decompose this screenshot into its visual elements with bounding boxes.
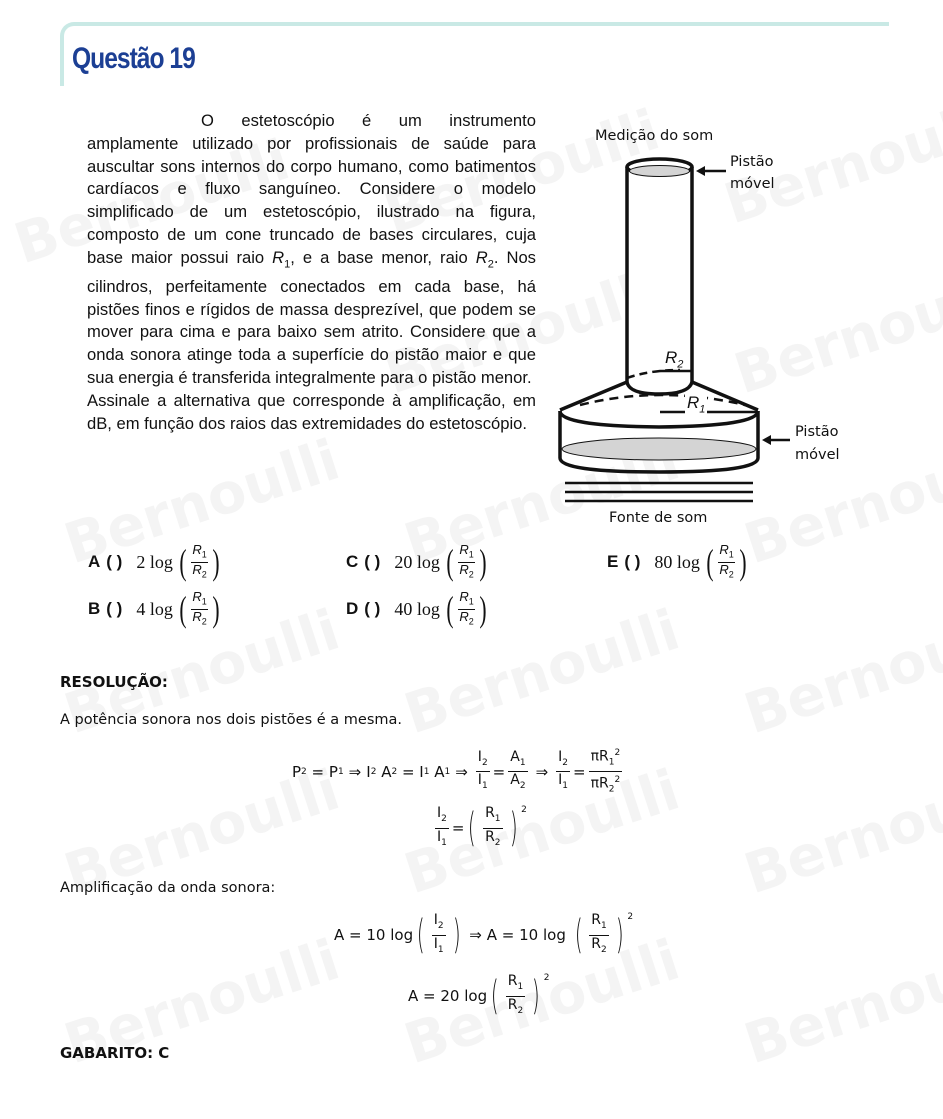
- alt-checkbox[interactable]: ( ): [364, 552, 381, 571]
- resolution-line2: Amplificação da onda sonora:: [60, 880, 276, 896]
- alt-letter: C: [346, 552, 359, 571]
- question-title: Questão 19: [72, 42, 195, 75]
- watermark: [737, 758, 943, 908]
- answer-key: GABARITO: C: [60, 1044, 170, 1062]
- equation-1: P 2 = P 1 ⇒ I 2 A 2 = I 1 A 1 ⇒ $I_2$ $I_1$ = $A_1$ $A_2$ ⇒ $I_2$ $I_1$ = $\pi R_1^2$ $\pi R_2^2$: [292, 745, 625, 799]
- statement-instruction: Assinale a alternativa que corresponde à amplificação, em dB, em função dos raios das extremidades do estetoscópio.: [87, 390, 536, 433]
- alternatives: [88, 540, 788, 635]
- alternative-e[interactable]: [607, 540, 749, 584]
- equation-3: A = 10 log ( $I_2$ $I_1$ ) ⇒ A = 10 log ( $R_1$ $R_2$ ) $^2$: [334, 912, 634, 959]
- statement-paragraph: O estetoscópio é um instrumento amplamente utilizado por profissionais de saúde para auscultar sons internos do corpo humano, como batimentos cardíacos e fluxo sanguíneo. Considere o modelo simplificado de um estetoscópio, ilustrado na figura, composto de um cone truncado de bases circulares, cuja base maior possui raio $R_1$, e a base menor, raio $R_2$. Nos cilindros, perfeitamente conectados em cada base, há pistões finos e rígidos de massa desprezível, que podem se mover para cima e para baixo sem atrito. Considere que a onda sonora atinge toda a superfície do pistão maior e que sua energia é transferida integralmente para o pistão menor.: [87, 111, 536, 388]
- watermark: [737, 928, 943, 1078]
- alt-letter: B: [88, 599, 101, 618]
- label-sound-source: Fonte de som: [609, 510, 708, 526]
- alt-expression: 20 log ( $\frac{R_1}{R_2}$ ): [394, 541, 487, 582]
- alt-checkbox[interactable]: ( ): [364, 599, 381, 618]
- alt-expression: 4 log ( $\frac{R_1}{R_2}$ ): [136, 588, 220, 629]
- label-bottom-piston-line2: móvel: [795, 447, 840, 463]
- stethoscope-figure: [550, 120, 870, 535]
- alternative-d[interactable]: [346, 587, 489, 631]
- alt-checkbox[interactable]: ( ): [106, 552, 123, 571]
- alternative-b[interactable]: [88, 587, 222, 631]
- label-measurement: Medição do som: [595, 128, 714, 144]
- label-r1: $R_1$: [687, 393, 706, 416]
- equation-4: A = 20 log ( $R_1$ $R_2$ ) $^2$: [408, 973, 550, 1020]
- equation-2: $I_2$ $I_1$ = ( $R_1$ $R_2$ ) $^2$: [437, 805, 527, 852]
- alt-expression: 2 log ( $\frac{R_1}{R_2}$ ): [136, 541, 220, 582]
- stethoscope-diagram: [550, 120, 870, 535]
- label-bottom-piston-line1: Pistão: [795, 424, 839, 440]
- alt-checkbox[interactable]: ( ): [106, 599, 123, 618]
- label-r2: $R_2$: [665, 348, 684, 371]
- top-piston: [630, 166, 690, 177]
- alt-expression: 40 log ( $\frac{R_1}{R_2}$ ): [394, 588, 487, 629]
- alternative-a[interactable]: [88, 540, 222, 584]
- alt-letter: A: [88, 552, 101, 571]
- alt-letter: E: [607, 552, 619, 571]
- alt-letter: D: [346, 599, 359, 618]
- alt-expression: 80 log ( $\frac{R_1}{R_2}$ ): [654, 541, 747, 582]
- resolution-title: RESOLUÇÃO:: [60, 673, 168, 691]
- alternative-c[interactable]: [346, 540, 489, 584]
- label-top-piston-line1: Pistão: [730, 154, 774, 170]
- question-statement: [87, 110, 536, 435]
- label-top-piston-line2: móvel: [730, 176, 775, 192]
- resolution-line1: A potência sonora nos dois pistões é a mesma.: [60, 712, 403, 728]
- alt-checkbox[interactable]: ( ): [624, 552, 641, 571]
